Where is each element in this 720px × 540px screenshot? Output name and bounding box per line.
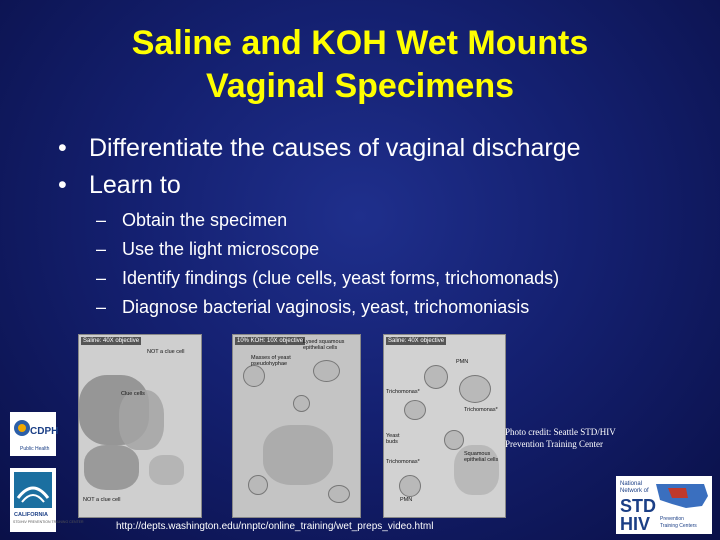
annotation: Trichomonas*: [464, 407, 498, 413]
micrograph-koh-yeast: [232, 334, 361, 518]
micrograph-saline-trichomonas: [383, 334, 506, 518]
annotation: NOT a clue cell: [83, 497, 121, 503]
micrograph-label: 10% KOH: 10X objective: [237, 338, 304, 344]
sub-bullet-list: [96, 206, 559, 322]
sub-text: Use the light microscope: [122, 239, 320, 259]
sub-dash: –: [96, 297, 107, 317]
slide-title: [0, 22, 720, 108]
micrograph-saline-clue-cells: [78, 334, 202, 518]
california-logo-subtext: STD/HIV PREVENTION TRAINING CENTER: [13, 520, 84, 524]
annotation: Trichomonas*: [386, 459, 420, 465]
california-logo-text: CALIFORNIA: [14, 512, 48, 518]
annotation: Yeast buds: [386, 433, 400, 445]
annotation: NOT a clue cell: [147, 349, 185, 355]
annotation: Clue cells: [121, 391, 145, 397]
cdph-logo-subtext: Public Health: [20, 446, 50, 452]
cdph-logo: [10, 412, 59, 456]
bullet-list: [58, 130, 581, 204]
bullet-item: [58, 167, 581, 204]
sub-text: Obtain the specimen: [122, 210, 288, 230]
sub-dash: –: [96, 239, 107, 259]
annotation: PMN: [400, 497, 413, 503]
micrograph-label: Saline: 40X objective: [83, 338, 140, 344]
nnptc-logo: [616, 476, 712, 534]
california-ptc-logo: [10, 468, 84, 532]
title-line-2: Vaginal Specimens: [205, 67, 515, 105]
bullet-text: Differentiate the causes of vaginal discharge: [89, 134, 581, 162]
sub-item: [96, 293, 559, 322]
sub-dash: –: [96, 210, 107, 230]
sub-item: [96, 235, 559, 264]
sub-dash: –: [96, 268, 107, 288]
sub-item: [96, 206, 559, 235]
annotation: Trichomonas*: [386, 389, 420, 395]
nnptc-line4: Training Centers: [660, 523, 697, 529]
annotation: Masses of yeast pseudohyphae: [251, 355, 291, 367]
photo-credit-line-2: Prevention Training Center: [505, 439, 603, 449]
nnptc-hiv: HIV: [620, 514, 651, 534]
title-line-1: Saline and KOH Wet Mounts: [131, 24, 589, 62]
annotation: Squamous epithelial cells: [464, 451, 499, 463]
photo-credit-line-1: Photo credit: Seattle STD/HIV: [505, 427, 616, 437]
nnptc-line2: Network of: [620, 488, 649, 494]
bullet-text: Learn to: [89, 171, 181, 199]
annotation: Lysed squamous epithelial cells: [303, 339, 345, 351]
sub-item: [96, 264, 559, 293]
sub-text: Diagnose bacterial vaginosis, yeast, trichomoniasis: [122, 297, 530, 317]
photo-credit: [505, 426, 645, 450]
sub-text: Identify findings (clue cells, yeast forms, trichomonads): [122, 268, 560, 288]
annotation: PMN: [456, 359, 469, 365]
bullet-dot: •: [58, 171, 67, 199]
source-url[interactable]: http://depts.washington.edu/nnptc/online_training/wet_preps_video.html: [116, 521, 434, 532]
cdph-logo-text: CDPH: [30, 426, 59, 437]
nnptc-line1: National: [620, 481, 643, 487]
micrograph-label: Saline: 40X objective: [388, 338, 445, 344]
nnptc-line3: Prevention: [660, 516, 684, 522]
bullet-dot: •: [58, 134, 67, 162]
nnptc-std: STD: [620, 496, 656, 516]
bullet-item: [58, 130, 581, 167]
